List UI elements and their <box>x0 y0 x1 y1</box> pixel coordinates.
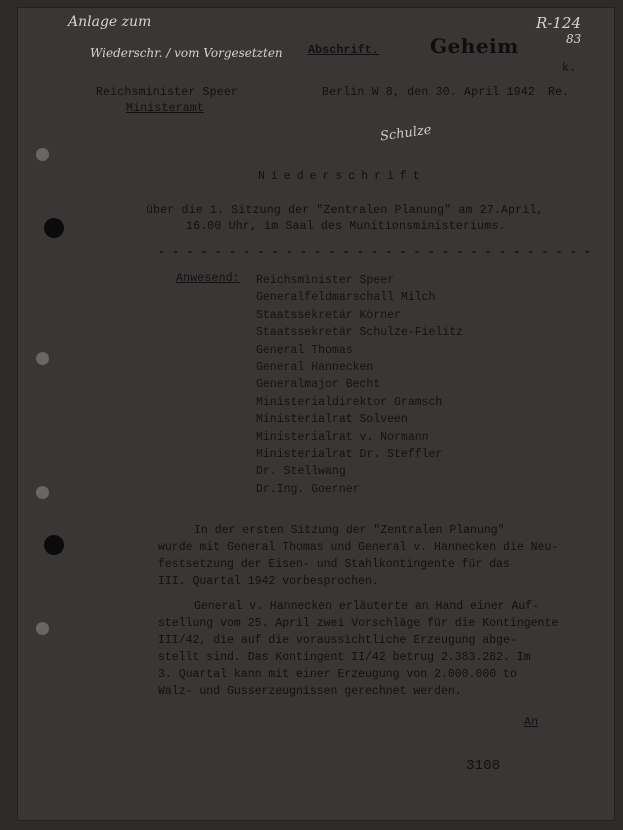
attendee-name: Ministerialdirektor Gramsch <box>256 395 443 409</box>
continuation-mark: An <box>524 716 539 729</box>
archive-number: 83 <box>566 32 582 46</box>
paragraph-line: stellung vom 25. April zwei Vorschläge für die Kontingente <box>158 617 559 630</box>
archive-mark: R-124 <box>536 14 581 32</box>
attendance-list <box>256 272 463 498</box>
document-title: Niederschrift <box>258 170 426 183</box>
punch-hole <box>44 535 64 555</box>
attendee-name: Ministerialrat Solveen <box>256 413 408 427</box>
paragraph-line: General v. Hannecken erläuterte an Hand einer Auf- <box>194 600 540 613</box>
attendee-name: Staatssekretär Schulze-Fielitz <box>256 326 464 340</box>
paragraph <box>158 522 558 590</box>
paragraph-line: III. Quartal 1942 vorbesprochen. <box>158 575 379 588</box>
handwritten-note: Anlage zum <box>68 14 152 30</box>
reference: Re. <box>548 86 570 99</box>
punch-hole <box>36 148 49 161</box>
paragraph-line: stellt sind. Das Kontingent II/42 betrug 2.383.282. Im <box>158 651 531 664</box>
paragraph-line: In der ersten Sitzung der "Zentralen Planung" <box>194 524 505 537</box>
abschrift-label: Abschrift. <box>308 44 380 57</box>
paragraph-line: festsetzung der Eisen- und Stahlkontingente für das <box>158 558 510 571</box>
attendee-name: Ministerialrat v. Normann <box>256 430 429 444</box>
attendee-name: General Thomas <box>256 343 353 357</box>
attendee-name: Generalmajor Becht <box>256 378 381 392</box>
attendee-name: Generalfeldmarschall Milch <box>256 291 436 305</box>
geheim-stamp: Geheim <box>430 34 519 58</box>
attendee-name: Dr.Ing. Goerner <box>256 482 360 496</box>
punch-hole <box>36 352 49 365</box>
punch-hole <box>36 486 49 499</box>
title-line: 16.00 Uhr, im Saal des Munitionsministeriums. <box>186 220 506 233</box>
attendee-name: Staatssekretär Körner <box>256 308 401 322</box>
attendee-name: Ministerialrat Dr. Steffler <box>256 448 443 462</box>
handwritten-note: Wiederschr. / vom Vorgesetzten <box>90 46 283 60</box>
divider: - - - - - - - - - - - - - - - - - - - - - - - - - - - - - - - <box>158 246 592 259</box>
title-line: über die 1. Sitzung der "Zentralen Planung" am 27.April, <box>146 204 544 217</box>
corner-mark: k. <box>562 62 577 75</box>
place-date: Berlin W 8, den 30. April 1942 <box>322 86 536 99</box>
office: Ministeramt <box>126 102 205 115</box>
paragraph-line: Walz- und Gusserzeugnissen gerechnet werden. <box>158 685 462 698</box>
attendance-label: Anwesend: <box>176 272 240 285</box>
punch-hole <box>44 218 64 238</box>
paragraph-line: III/42, die auf die voraussichtliche Erzeugung abge- <box>158 634 517 647</box>
attendee-name: General Hannecken <box>256 361 374 375</box>
attendee-name: Reichsminister Speer <box>256 274 395 287</box>
paragraph-line: 3. Quartal kann mit einer Erzeugung von 2.000.000 to <box>158 668 517 681</box>
signature: Schulze <box>379 122 433 145</box>
paragraph <box>158 598 558 700</box>
sender: Reichsminister Speer <box>96 86 239 99</box>
paragraph-line: wurde mit General Thomas und General v. Hannecken die Neu- <box>158 541 559 554</box>
page-number: 3108 <box>466 758 501 774</box>
punch-hole <box>36 622 49 635</box>
attendee-name: Dr. Stellwang <box>256 465 346 479</box>
